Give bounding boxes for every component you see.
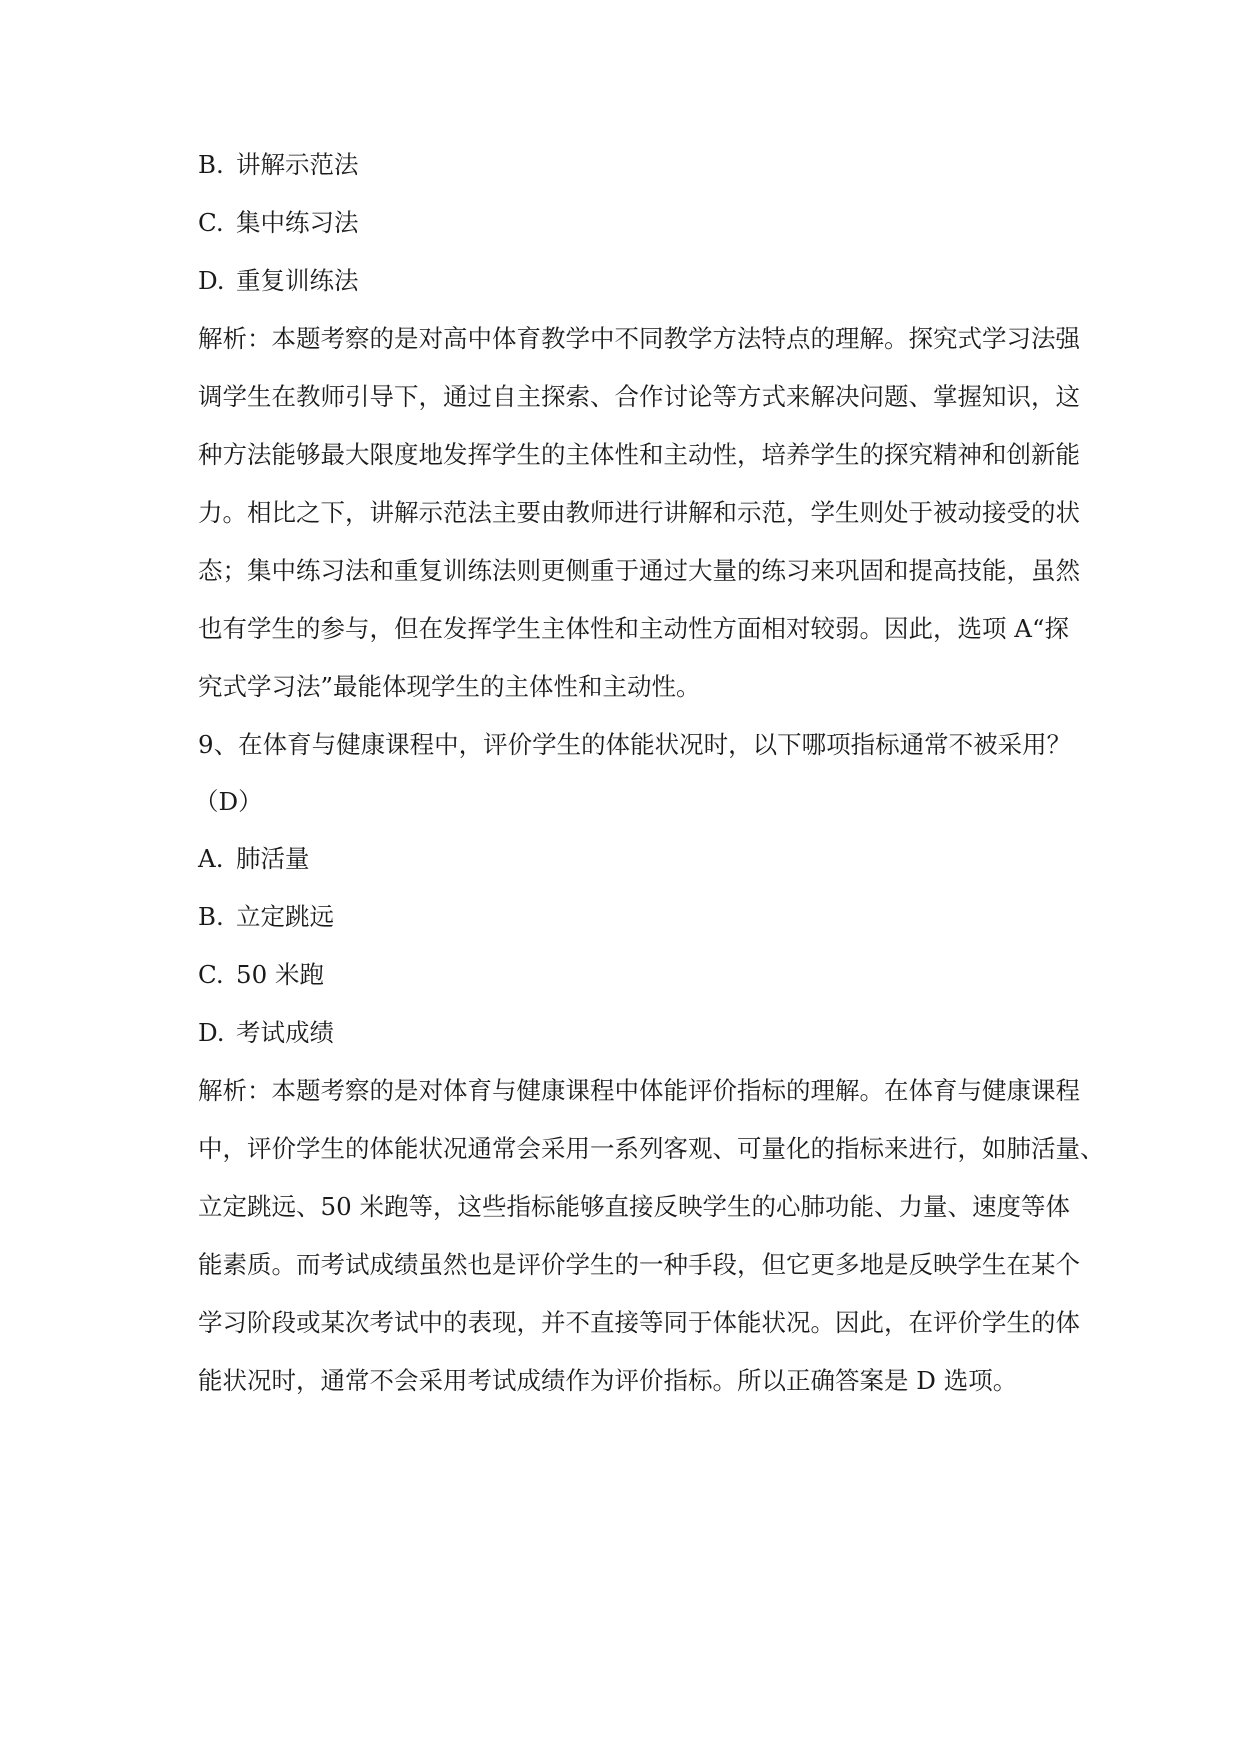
q9-option-c <box>198 959 324 991</box>
q8-analysis-line: 态；集中练习法和重复训练法则更侧重于通过大量的练习来巩固和提高技能，虽然 <box>198 556 1080 585</box>
option-letter: B. <box>198 902 224 931</box>
q9-analysis-line: 学习阶段或某次考试中的表现，并不直接等同于体能状况。因此，在评价学生的体 <box>198 1308 1080 1337</box>
q8-option-d <box>198 265 359 297</box>
option-text: 讲解示范法 <box>236 150 359 179</box>
option-text: 50 米跑 <box>236 960 324 989</box>
q8-analysis-line: 解析：本题考察的是对高中体育教学中不同教学方法特点的理解。探究式学习法强 <box>198 324 1080 353</box>
q8-analysis-line: 也有学生的参与，但在发挥学生主体性和主动性方面相对较弱。因此，选项 A“探 <box>198 614 1070 643</box>
option-text: 立定跳远 <box>236 902 334 931</box>
q9-answer: （D） <box>194 787 263 816</box>
option-text: 考试成绩 <box>236 1018 334 1047</box>
option-letter: A. <box>198 844 224 873</box>
option-letter: B. <box>198 150 224 179</box>
option-text: 重复训练法 <box>236 266 359 295</box>
q9-analysis-line: 中，评价学生的体能状况通常会采用一系列客观、可量化的指标来进行，如肺活量、 <box>198 1134 1105 1163</box>
q8-analysis-line: 种方法能够最大限度地发挥学生的主体性和主动性，培养学生的探究精神和创新能 <box>198 440 1080 469</box>
q8-option-c <box>198 207 359 239</box>
option-letter: C. <box>198 960 224 989</box>
q8-option-b <box>198 149 359 181</box>
q9-option-a <box>198 843 310 875</box>
q9-analysis-line: 立定跳远、50 米跑等，这些指标能够直接反映学生的心肺功能、力量、速度等体 <box>198 1192 1070 1221</box>
q8-analysis-line: 调学生在教师引导下，通过自主探索、合作讨论等方式来解决问题、掌握知识，这 <box>198 382 1080 411</box>
q9-analysis-line: 能素质。而考试成绩虽然也是评价学生的一种手段，但它更多地是反映学生在某个 <box>198 1250 1080 1279</box>
q9-option-b <box>198 901 334 933</box>
q9-analysis-line: 能状况时，通常不会采用考试成绩作为评价指标。所以正确答案是 D 选项。 <box>198 1366 1018 1395</box>
q9-question: 9、在体育与健康课程中，评价学生的体能状况时，以下哪项指标通常不被采用？ <box>198 730 1072 759</box>
q8-analysis-line: 力。相比之下，讲解示范法主要由教师进行讲解和示范，学生则处于被动接受的状 <box>198 498 1080 527</box>
option-letter: D. <box>198 266 225 295</box>
option-letter: D. <box>198 1018 225 1047</box>
option-text: 肺活量 <box>236 844 310 873</box>
q8-analysis-line: 究式学习法”最能体现学生的主体性和主动性。 <box>198 672 701 701</box>
q9-analysis-line: 解析：本题考察的是对体育与健康课程中体能评价指标的理解。在体育与健康课程 <box>198 1076 1080 1105</box>
option-text: 集中练习法 <box>236 208 359 237</box>
q9-option-d <box>198 1017 334 1049</box>
option-letter: C. <box>198 208 224 237</box>
